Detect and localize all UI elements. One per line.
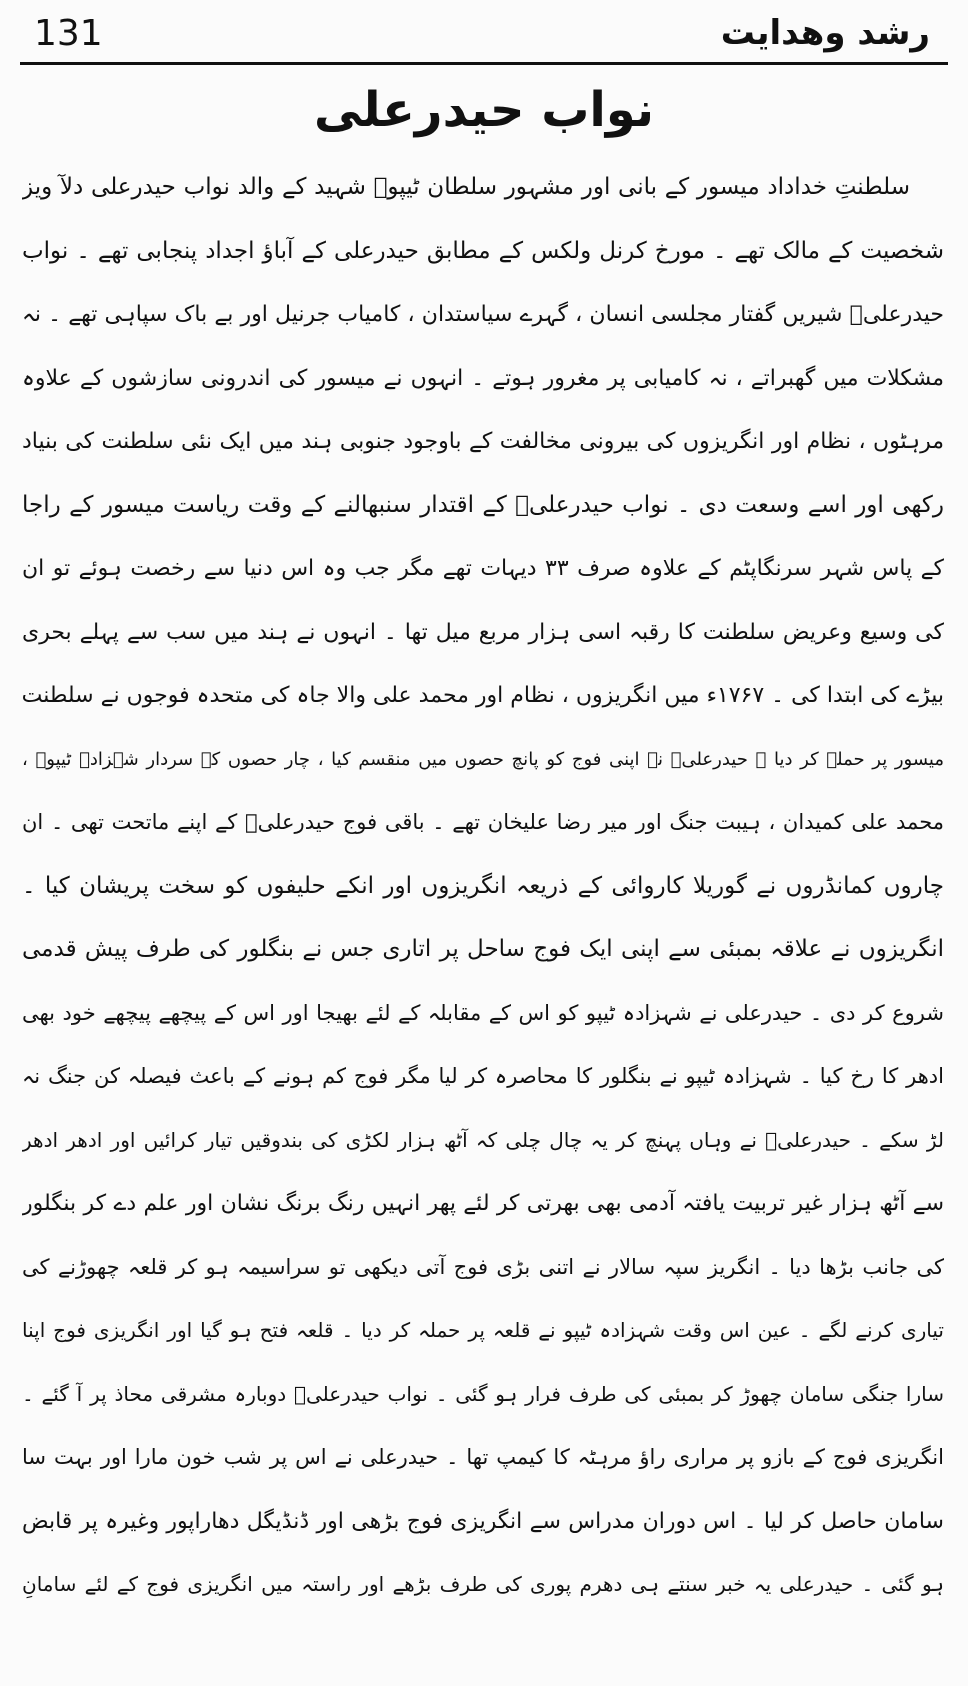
- text-line: ہو گئی ۔ حیدرعلی یہ خبر سنتے ہی دھرم پوری کی طرف بڑھے اور راستہ میں انگریزی فوج کے لئے سامانِ: [22, 1572, 944, 1596]
- text-line: لڑ سکے ۔ حیدرعلیؒ نے وہاں پہنچ کر یہ چال چلی کہ آٹھ ہزار لکڑی کی بندوقیں تیار کرائیں اور ادھر ادھر: [22, 1127, 944, 1152]
- text-line: شخصیت کے مالک تھے ۔ مورخ کرنل ولکس کے مطابق حیدرعلی کے آباؤ اجداد پنجابی تھے ۔ نواب: [22, 237, 944, 264]
- text-line: مرہٹوں ، نظام اور انگریزوں کی بیرونی مخالفت کے باوجود جنوبی ہند میں ایک نئی سلطنت کی بنیاد: [22, 429, 944, 454]
- text-line: ادھر کا رخ کیا ۔ شہزادہ ٹیپو نے بنگلور کا محاصرہ کر لیا مگر فوج کم ہونے کے باعث فیصلہ کن جنگ نہ: [22, 1064, 944, 1088]
- text-line: کے پاس شہر سرنگاپٹم کے علاوہ صرف ۳۳ دیہات تھے مگر جب وہ اس دنیا سے رخصت ہوئے تو ان: [22, 556, 944, 581]
- text-line: انگریزی فوج کے بازو پر مراری راؤ مرہٹہ کا کیمپ تھا ۔ حیدرعلی نے اس پر شب خون مارا اور بہت سا: [22, 1445, 944, 1469]
- text-line: حیدرعلیؒ شیریں گفتار مجلسی انسان ، گہرے سیاستدان ، کامیاب جرنیل اور بے باک سپاہی تھے ۔ نہ: [22, 302, 944, 327]
- text-line: بیڑے کی ابتدا کی ۔ ۱۷۶۷ء میں انگریزوں ، نظام اور محمد علی والا جاہ کی متحدہ فوجوں نے سلطنت: [22, 683, 944, 708]
- text-line: محمد علی کمیدان ، ہیبت جنگ اور میر رضا علیخان تھے ۔ باقی فوج حیدرعلیؒ کے اپنے ماتحت تھی ۔ ان: [22, 810, 944, 834]
- text-line: سلطنتِ خداداد میسور کے بانی اور مشہور سلطان ٹیپوؒ شہید کے والد نواب حیدرعلی دلآ ویز: [22, 174, 910, 200]
- running-header: [0, 0, 968, 70]
- text-line: مشکلات میں گھبراتے ، نہ کامیابی پر مغرور ہوتے ۔ انہوں نے میسور کی اندرونی سازشوں کے علاوہ: [22, 365, 944, 391]
- page-number: 131: [34, 13, 103, 54]
- chapter-title: نواب حیدرعلی: [313, 82, 654, 138]
- book-title: رشد وھدایت: [720, 13, 930, 53]
- text-line: رکھی اور اسے وسعت دی ۔ نواب حیدرعلیؒ کے اقتدار سنبھالنے کے وقت ریاست میسور کے راجا: [22, 491, 944, 518]
- text-line: کی جانب بڑھا دیا ۔ انگریز سپہ سالار نے اتنی بڑی فوج آتی دیکھی تو سراسیمہ ہو کر قلعہ چھوڑنے کی: [22, 1254, 944, 1279]
- body-text: [22, 156, 944, 1617]
- text-line: کی وسیع وعریض سلطنت کا رقبہ اسی ہزار مربع میل تھا ۔ انہوں نے ہند میں سب سے پہلے بحری: [22, 619, 944, 645]
- text-line: چاروں کمانڈروں نے گوریلا کاروائی کے ذریعہ انگریزوں اور انکے حلیفوں کو سخت پریشان کیا ۔: [22, 872, 944, 899]
- text-line: شروع کر دی ۔ حیدرعلی نے شہزادہ ٹیپو کو اس کے مقابلہ کے لئے بھیجا اور اس کے پیچھے پیچھے خود بھی: [22, 1000, 944, 1025]
- text-line: سامان حاصل کر لیا ۔ اس دوران مدراس سے انگریزی فوج بڑھی اور ڈنڈیگل دھاراپور وغیرہ پر قابض: [22, 1508, 944, 1534]
- text-line: میسور پر حملہ کر دیا ۔ حیدرعلیؒ نے اپنی فوج کو پانچ حصوں میں منقسم کیا ، چار حصوں کے سردار شہزادہ ٹیپوؒ ،: [22, 748, 944, 770]
- text-line: تیاری کرنے لگے ۔ عین اس وقت شہزادہ ٹیپو نے قلعہ پر حملہ کر دیا ۔ قلعہ فتح ہو گیا اور انگریزی فوج اپنا: [22, 1318, 944, 1342]
- text-line: سے آٹھ ہزار غیر تربیت یافتہ آدمی بھی بھرتی کر لئے پھر انہیں رنگ برنگ نشان اور علم دے کر بنگلور: [22, 1191, 944, 1216]
- text-line: سارا جنگی سامان چھوڑ کر بمبئی کی طرف فرار ہو گئی ۔ نواب حیدرعلیؒ دوبارہ مشرقی محاذ پر آ گئے ۔: [22, 1381, 944, 1406]
- text-line: انگریزوں نے علاقہ بمبئی سے اپنی ایک فوج ساحل پر اتاری جس نے بنگلور کی طرف پیش قدمی: [22, 936, 944, 962]
- header-divider: [20, 62, 948, 65]
